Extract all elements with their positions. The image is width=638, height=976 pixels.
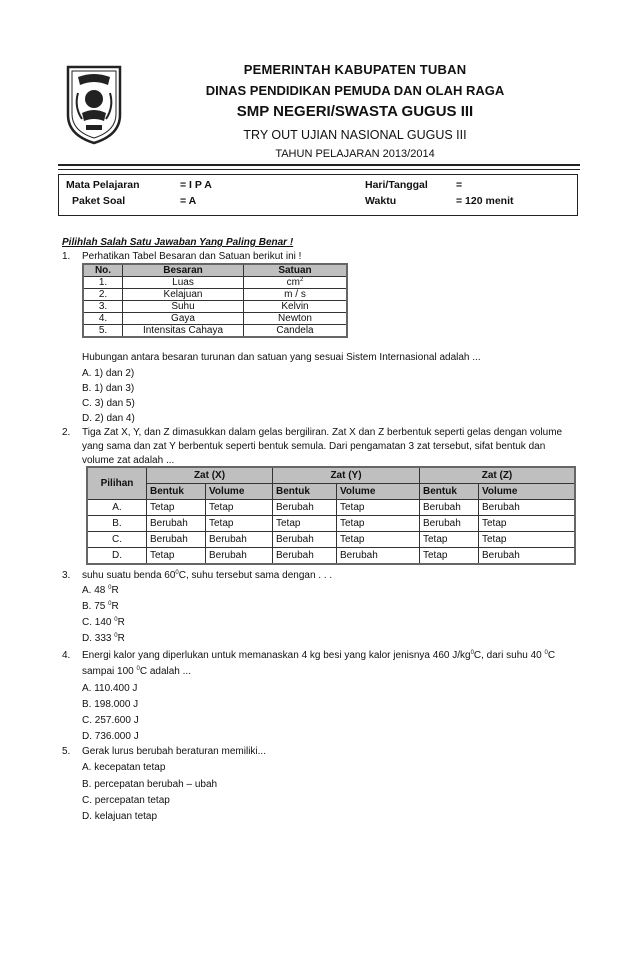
q2-number: 2. bbox=[62, 427, 71, 438]
package-label: Paket Soal bbox=[72, 195, 126, 207]
q4-line2 bbox=[82, 666, 191, 677]
q1-table bbox=[82, 263, 348, 338]
q1-option-a: A. 1) dan 2) bbox=[82, 368, 135, 379]
cell: 1. bbox=[83, 277, 123, 289]
cell: Tetap bbox=[337, 532, 420, 548]
cell: Berubah bbox=[273, 532, 337, 548]
table-row bbox=[87, 500, 575, 516]
option-text: A. 48 bbox=[82, 585, 109, 596]
time-label: Waktu bbox=[365, 195, 397, 207]
q3-option-c bbox=[82, 617, 125, 628]
q2-line1: Tiga Zat X, Y, dan Z dimasukkan dalam gelas bergiliran. Zat X dan Z berbentuk seperti gelas dengan volume bbox=[82, 427, 563, 438]
q2-subheader: Bentuk bbox=[420, 484, 479, 500]
table-row bbox=[87, 548, 575, 565]
q4-text-e: C adalah ... bbox=[139, 666, 191, 677]
date-value: = bbox=[456, 179, 463, 191]
cell: 3. bbox=[83, 301, 123, 313]
q2-line3: volume zat adalah ... bbox=[82, 455, 175, 466]
q4-option-b: B. 198.000 J bbox=[82, 699, 139, 710]
q1-option-b: B. 1) dan 3) bbox=[82, 383, 135, 394]
table-row bbox=[83, 301, 347, 313]
cell: Tetap bbox=[337, 500, 420, 516]
option-text: B. 75 bbox=[82, 601, 109, 612]
cell: B. bbox=[87, 516, 147, 532]
q2-subheader: Bentuk bbox=[147, 484, 206, 500]
cell: Tetap bbox=[337, 516, 420, 532]
cell: Tetap bbox=[420, 532, 479, 548]
degree-mark: 0 bbox=[136, 666, 140, 672]
q2-subheader: Volume bbox=[337, 484, 420, 500]
cell: Intensitas Cahaya bbox=[123, 325, 244, 338]
q2-subheader: Volume bbox=[206, 484, 273, 500]
degree-mark: 0 bbox=[470, 650, 474, 656]
q3-option-b bbox=[82, 601, 119, 612]
subject-value: = I P A bbox=[180, 179, 212, 191]
cell: Tetap bbox=[147, 500, 206, 516]
cell: Newton bbox=[244, 313, 348, 325]
table-row bbox=[83, 313, 347, 325]
q1-header-no: No. bbox=[83, 264, 123, 277]
q2-line2: yang sama dan zat Y berbentuk seperti bentuk semula. Dari pengamatan 3 zat tersebut, sifat bentuk dan bbox=[82, 441, 546, 452]
exam-info-box bbox=[58, 174, 578, 216]
cell: Berubah bbox=[337, 548, 420, 565]
degree-mark: 0 bbox=[544, 650, 548, 656]
cell: Luas bbox=[123, 277, 244, 289]
option-unit: R bbox=[117, 617, 125, 628]
header-government: PEMERINTAH KABUPATEN TUBAN bbox=[243, 62, 467, 77]
header-school: SMP NEGERI/SWASTA GUGUS III bbox=[236, 103, 474, 120]
q4-option-d: D. 736.000 J bbox=[82, 731, 139, 742]
q1-header-satuan: Satuan bbox=[244, 264, 348, 277]
cell: Kelvin bbox=[244, 301, 348, 313]
q4-line1 bbox=[82, 650, 555, 661]
q2-table bbox=[86, 466, 576, 565]
cell: Berubah bbox=[420, 500, 479, 516]
option-text: C. 140 bbox=[82, 617, 115, 628]
date-label: Hari/Tanggal bbox=[365, 179, 428, 191]
q3-option-a bbox=[82, 585, 119, 596]
header-tryout: TRY OUT UJIAN NASIONAL GUGUS III bbox=[243, 128, 467, 142]
cell: Berubah bbox=[147, 516, 206, 532]
subject-label: Mata Pelajaran bbox=[66, 179, 140, 191]
q5-number: 5. bbox=[62, 746, 71, 757]
table-row bbox=[83, 277, 347, 289]
cell: Berubah bbox=[479, 500, 576, 516]
q3-text bbox=[82, 570, 332, 581]
option-unit: R bbox=[111, 601, 119, 612]
degree-mark: 0 bbox=[114, 617, 118, 623]
q1-question: Hubungan antara besaran turunan dan satuan yang sesuai Sistem Internasional adalah ... bbox=[82, 352, 481, 363]
cell: D. bbox=[87, 548, 147, 565]
cell: 5. bbox=[83, 325, 123, 338]
cell: A. bbox=[87, 500, 147, 516]
q1-number: 1. bbox=[62, 251, 71, 262]
cell: Kelajuan bbox=[123, 289, 244, 301]
q4-text-a: Energi kalor yang diperlukan untuk memanaskan 4 kg besi yang kalor jenisnya 460 J/kg bbox=[82, 650, 471, 661]
degree-mark: 0 bbox=[108, 601, 112, 607]
option-unit: R bbox=[117, 633, 125, 644]
q2-subheader: Volume bbox=[479, 484, 576, 500]
cell: Berubah bbox=[206, 532, 273, 548]
table-row bbox=[87, 516, 575, 532]
table-row bbox=[83, 289, 347, 301]
cell: Berubah bbox=[273, 548, 337, 565]
header-rule-thin bbox=[58, 169, 580, 170]
q5-option-b: B. percepatan berubah – ubah bbox=[82, 779, 218, 790]
degree-mark: 0 bbox=[114, 633, 118, 639]
cell: Berubah bbox=[420, 516, 479, 532]
q5-option-c: C. percepatan tetap bbox=[82, 795, 170, 806]
option-unit: R bbox=[111, 585, 119, 596]
q3-option-d bbox=[82, 633, 125, 644]
q2-header-pilihan: Pilihan bbox=[87, 467, 147, 500]
q3-text-a: suhu suatu benda 60 bbox=[82, 570, 176, 581]
q4-option-a: A. 110.400 J bbox=[82, 683, 138, 694]
table-row bbox=[83, 325, 347, 338]
table-row bbox=[87, 532, 575, 548]
superscript: 2 bbox=[300, 277, 304, 283]
q1-header-besaran: Besaran bbox=[123, 264, 244, 277]
q5-option-a: A. kecepatan tetap bbox=[82, 762, 166, 773]
cell: Candela bbox=[244, 325, 348, 338]
q4-text-b: C, dari suhu 40 bbox=[473, 650, 545, 661]
q5-option-d: D. kelajuan tetap bbox=[82, 811, 158, 822]
time-value: = 120 menit bbox=[456, 195, 514, 207]
package-value: = A bbox=[180, 195, 197, 207]
q5-text: Gerak lurus berubah beraturan memiliki... bbox=[82, 746, 266, 757]
cell: Berubah bbox=[479, 548, 576, 565]
degree-mark: 0 bbox=[108, 585, 112, 591]
q1-option-d: D. 2) dan 4) bbox=[82, 413, 135, 424]
cell: Tetap bbox=[479, 516, 576, 532]
cell: Berubah bbox=[206, 548, 273, 565]
q3-number: 3. bbox=[62, 570, 71, 581]
cell: Tetap bbox=[420, 548, 479, 565]
q4-text-d: sampai 100 bbox=[82, 666, 137, 677]
cell: m / s bbox=[244, 289, 348, 301]
cell: Tetap bbox=[273, 516, 337, 532]
cell: Berubah bbox=[273, 500, 337, 516]
cell: Tetap bbox=[479, 532, 576, 548]
q4-option-c: C. 257.600 J bbox=[82, 715, 139, 726]
cell: Suhu bbox=[123, 301, 244, 313]
q2-subheader: Bentuk bbox=[273, 484, 337, 500]
q4-text-c: C bbox=[547, 650, 556, 661]
cell: Tetap bbox=[206, 516, 273, 532]
q1-option-c: C. 3) dan 5) bbox=[82, 398, 135, 409]
header-rule-thick bbox=[58, 164, 580, 166]
cell: 4. bbox=[83, 313, 123, 325]
cell: 2. bbox=[83, 289, 123, 301]
degree-mark: 0 bbox=[175, 570, 179, 576]
regency-emblem-icon bbox=[64, 63, 124, 145]
q3-text-b: C, suhu tersebut sama dengan . . . bbox=[178, 570, 333, 581]
instruction: Pilihlah Salah Satu Jawaban Yang Paling Benar ! bbox=[62, 237, 294, 248]
cell: Tetap bbox=[206, 500, 273, 516]
cell: C. bbox=[87, 532, 147, 548]
q1-text: Perhatikan Tabel Besaran dan Satuan berikut ini ! bbox=[82, 251, 302, 262]
q4-number: 4. bbox=[62, 650, 71, 661]
cell bbox=[244, 277, 348, 289]
cell: Tetap bbox=[147, 548, 206, 565]
header-department: DINAS PENDIDIKAN PEMUDA DAN OLAH RAGA bbox=[205, 83, 505, 98]
unit-text: cm bbox=[286, 277, 300, 288]
cell: Gaya bbox=[123, 313, 244, 325]
q2-header-zat-z: Zat (Z) bbox=[420, 467, 576, 484]
cell: Berubah bbox=[147, 532, 206, 548]
q2-header-zat-x: Zat (X) bbox=[147, 467, 273, 484]
option-text: D. 333 bbox=[82, 633, 115, 644]
header-year: TAHUN PELAJARAN 2013/2014 bbox=[275, 148, 435, 160]
q2-header-zat-y: Zat (Y) bbox=[273, 467, 420, 484]
